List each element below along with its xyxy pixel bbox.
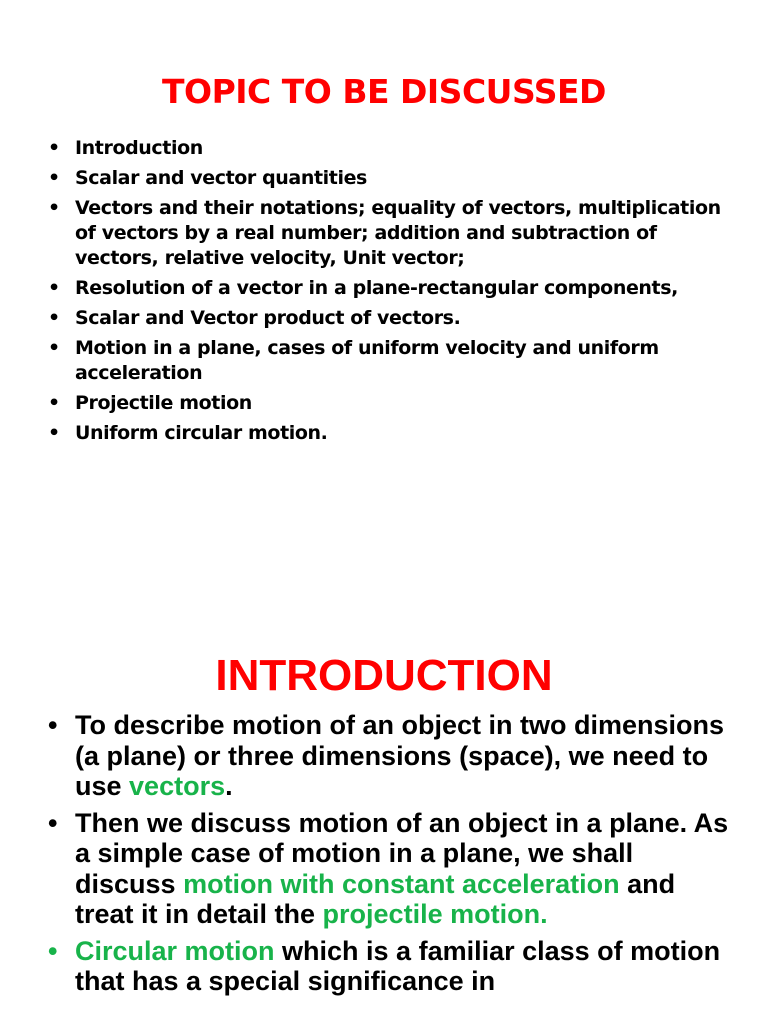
- intro-text: .: [225, 771, 233, 801]
- bullet-icon: •: [48, 307, 60, 329]
- bullet-icon: •: [48, 392, 60, 414]
- intro-paragraph-3: [48, 936, 738, 997]
- list-item-text: Motion in a plane, cases of uniform velocity and uniform acceleration: [75, 337, 659, 384]
- highlight-circular-motion: Circular motion: [75, 935, 275, 966]
- topic-list: [48, 136, 728, 451]
- list-item-text: Projectile motion: [75, 392, 252, 414]
- list-item: [48, 336, 728, 386]
- list-item: [48, 166, 728, 191]
- highlight-constant-acceleration: motion with constant acceleration: [183, 868, 620, 899]
- list-item-text: Resolution of a vector in a plane-rectangular components,: [75, 277, 678, 299]
- slide-title-topics: TOPIC TO BE DISCUSSED: [162, 72, 606, 112]
- slide-topics: [0, 0, 768, 500]
- bullet-icon: •: [48, 935, 58, 966]
- intro-text: which is a familiar class of motion that has a special significance in: [75, 935, 721, 996]
- list-item: [48, 391, 728, 416]
- list-item-text: Introduction: [75, 137, 203, 159]
- list-item: [48, 421, 728, 446]
- bullet-icon: •: [48, 137, 60, 159]
- list-item-text: Scalar and vector quantities: [75, 167, 367, 189]
- list-item-text: Scalar and Vector product of vectors.: [75, 307, 461, 329]
- list-item: [48, 196, 728, 271]
- intro-text: To describe motion of an object in two dimensions (a plane) or three dimensions (space), we need to use: [75, 710, 725, 801]
- list-item-text: Uniform circular motion.: [75, 422, 328, 444]
- list-item: [48, 306, 728, 331]
- bullet-icon: •: [48, 807, 58, 838]
- slide-title-introduction: INTRODUCTION: [215, 651, 553, 701]
- bullet-icon: •: [48, 337, 60, 359]
- bullet-icon: •: [48, 422, 60, 444]
- highlight-projectile-motion: projectile motion.: [322, 899, 548, 929]
- bullet-icon: •: [48, 197, 60, 219]
- highlight-vectors: vectors: [129, 771, 226, 801]
- intro-list: [48, 710, 738, 1003]
- intro-text: Then we discuss motion of an object in a plane. As a simple case of motion in a plane, we shall discuss: [75, 807, 729, 899]
- list-item: [48, 276, 728, 301]
- intro-paragraph-2: [48, 808, 738, 930]
- intro-paragraph-1: [48, 710, 738, 802]
- list-item: [48, 136, 728, 161]
- slide-introduction: [0, 600, 768, 1024]
- bullet-icon: •: [48, 167, 60, 189]
- intro-text: and treat it in detail the: [75, 868, 676, 929]
- bullet-icon: •: [48, 277, 60, 299]
- list-item-text: Vectors and their notations; equality of vectors, multiplication of vectors by a real number; addition and subtraction of vectors, relative velocity, Unit vector;: [75, 197, 721, 269]
- bullet-icon: •: [48, 710, 58, 740]
